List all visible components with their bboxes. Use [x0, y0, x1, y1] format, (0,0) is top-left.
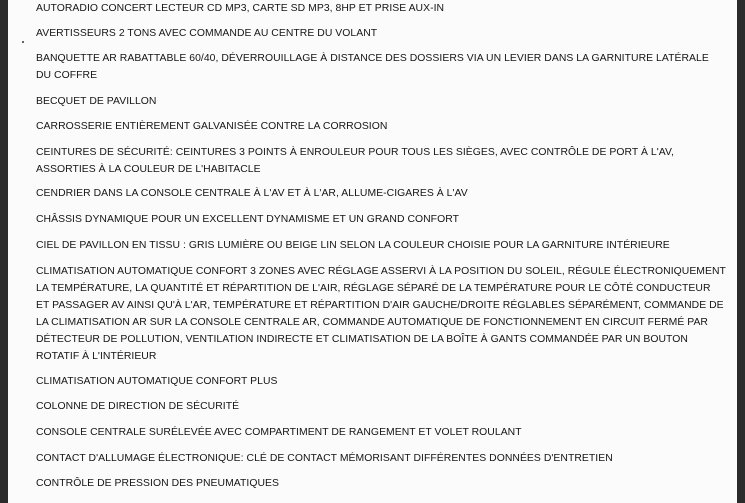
list-item: CONTRÔLE DE PRESSION DES PNEUMATIQUES: [36, 478, 279, 489]
list-item: BECQUET DE PAVILLON: [36, 96, 157, 107]
scan-speck: [22, 41, 24, 43]
list-item: CLIMATISATION AUTOMATIQUE CONFORT 3 ZONES AVEC RÉGLAGE ASSERVI À LA POSITION DU SOLEIL, RÉGULE ÉLECTRONIQUEMENT LA TEMPÉRATURE, LA QUANTITÉ ET RÉPARTITION DE L'AIR, RÉGLAGE SÉPARÉ DE LA TEMPÉRATURE POUR LE CÔTÉ CONDUCTEUR ET PASSAGER AV AINSI QU'À L'AR, TEMPÉRATURE ET RÉPARTITION D'AIR GAUCHE/DROITE RÉGLABLES SÉPARÉMENT, COMMANDE DE LA CLIMATISATION AR SUR LA CONSOLE CENTRALE AR, COMMANDE AUTOMATIQUE DE FONCTIONNEMENT EN CIRCUIT FERMÉ PAR DÉTECTEUR DE POLLUTION, VENTILATION INDIRECTE ET CLIMATISATION DE LA BOÎTE À GANTS COMMANDÉE PAR UN BOUTON ROTATIF À L'INTÉRIEUR: [36, 266, 726, 362]
list-item: AUTORADIO CONCERT LECTEUR CD MP3, CARTE SD MP3, 8HP ET PRISE AUX-IN: [36, 3, 445, 14]
list-item: BANQUETTE AR RABATTABLE 60/40, DÉVERROUILLAGE À DISTANCE DES DOSSIERS VIA UN LEVIER DANS LA GARNITURE LATÉRALE DU COFFRE: [36, 53, 709, 81]
scanned-document: [8, 0, 737, 503]
list-item: CLIMATISATION AUTOMATIQUE CONFORT PLUS: [36, 376, 278, 387]
list-item: CIEL DE PAVILLON EN TISSU : GRIS LUMIÈRE OU BEIGE LIN SELON LA COULEUR CHOISIE POUR LA GARNITURE INTÉRIEURE: [36, 240, 670, 251]
list-item: CONTACT D'ALLUMAGE ÉLECTRONIQUE: CLÉ DE CONTACT MÉMORISANT DIFFÉRENTES DONNÉES D'ENTRETIEN: [36, 453, 613, 464]
list-item: AVERTISSEURS 2 TONS AVEC COMMANDE AU CENTRE DU VOLANT: [36, 28, 378, 39]
list-item: CEINTURES DE SÉCURITÉ: CEINTURES 3 POINTS À ENROULEUR POUR TOUS LES SIÈGES, AVEC CONTRÔLE DE PORT À L'AV, ASSORTIES À LA COULEUR DE L'HABITACLE: [36, 147, 674, 175]
list-item: COLONNE DE DIRECTION DE SÉCURITÉ: [36, 401, 240, 412]
list-item: CHÂSSIS DYNAMIQUE POUR UN EXCELLENT DYNAMISME ET UN GRAND CONFORT: [36, 214, 459, 225]
list-item: CARROSSERIE ENTIÈREMENT GALVANISÉE CONTRE LA CORROSION: [36, 121, 388, 132]
list-item: CONSOLE CENTRALE SURÉLEVÉE AVEC COMPARTIMENT DE RANGEMENT ET VOLET ROULANT: [36, 427, 522, 438]
list-item: CENDRIER DANS LA CONSOLE CENTRALE À L'AV ET À L'AR, ALLUME-CIGARES À L'AV: [36, 188, 468, 199]
